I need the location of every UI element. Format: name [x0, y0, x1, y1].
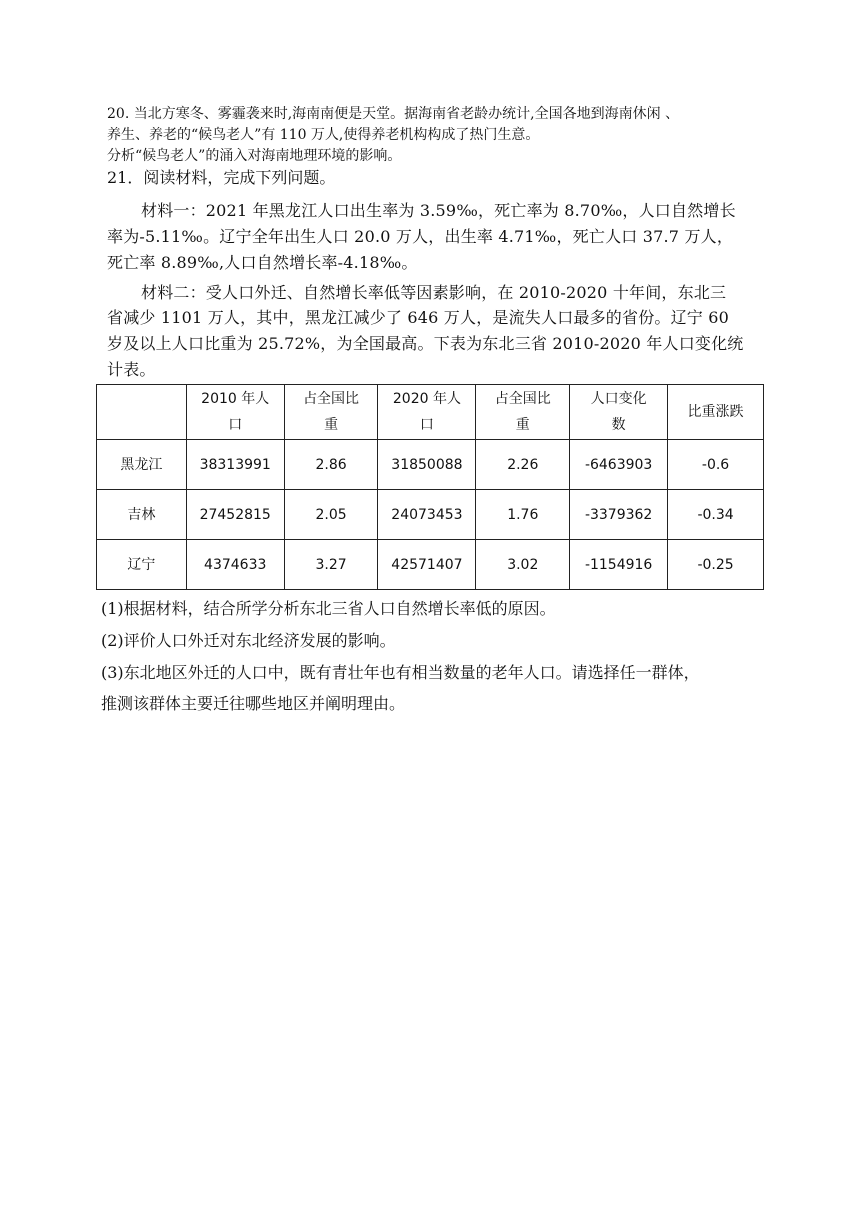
header-cell: 占全国比 重 — [284, 385, 378, 440]
header-cell: 2010 年人 口 — [186, 385, 284, 440]
table-row — [97, 440, 764, 490]
table-cell: 2.26 — [476, 440, 570, 490]
header-cell: 占全国比 重 — [476, 385, 570, 440]
table-cell: 2.05 — [284, 490, 378, 540]
header-cell-empty — [97, 385, 187, 440]
material-1-line-3: 死亡率 8.89‰,人口自然增长率-4.18‰。 — [107, 253, 418, 272]
sub-question-2: (2)评价人口外迁对东北经济发展的影响。 — [101, 631, 396, 650]
table-cell: -0.6 — [668, 440, 764, 490]
table-cell: -6463903 — [570, 440, 668, 490]
table-cell: 3.02 — [476, 540, 570, 590]
table-row — [97, 490, 764, 540]
material-1-line-1: 材料一：2021 年黑龙江人口出生率为 3.59‰，死亡率为 8.70‰，人口自然增长 — [141, 201, 736, 220]
table-cell: 42571407 — [378, 540, 476, 590]
row-label: 辽宁 — [97, 540, 187, 590]
q20-line-3: 分析“候鸟老人”的涌入对海南地理环境的影响。 — [107, 148, 402, 164]
table-cell: 24073453 — [378, 490, 476, 540]
table-row — [97, 540, 764, 590]
table-cell: 27452815 — [186, 490, 284, 540]
material-2-line-3: 岁及以上人口比重为 25.72%，为全国最高。下表为东北三省 2010-2020 年人口变化统 — [107, 334, 744, 353]
table-cell: 4374633 — [186, 540, 284, 590]
table-header-row — [97, 385, 764, 440]
table-cell: -0.25 — [668, 540, 764, 590]
q21-heading: 21．阅读材料，完成下列问题。 — [107, 168, 336, 187]
sub-question-3-line-2: 推测该群体主要迁往哪些地区并阐明理由。 — [101, 694, 406, 713]
header-cell: 比重涨跌 — [668, 385, 764, 440]
population-table — [96, 384, 764, 590]
q20-line-1: 20. 当北方寒冬、雾霾袭来时,海南南便是天堂。据海南省老龄办统计,全国各地到海南休闲 、 — [107, 106, 680, 122]
header-cell: 人口变化 数 — [570, 385, 668, 440]
table-cell: 31850088 — [378, 440, 476, 490]
table-cell: 38313991 — [186, 440, 284, 490]
row-label: 黑龙江 — [97, 440, 187, 490]
row-label: 吉林 — [97, 490, 187, 540]
sub-question-3-line-1: (3)东北地区外迁的人口中，既有青壮年也有相当数量的老年人口。请选择任一群体， — [101, 663, 700, 682]
material-2-line-2: 省减少 1101 万人，其中，黑龙江减少了 646 万人，是流失人口最多的省份。辽宁 60 — [107, 308, 730, 327]
q20-line-2: 养生、养老的“候鸟老人”有 110 万人,使得养老机构构成了热门生意。 — [107, 127, 540, 143]
table-cell: -1154916 — [570, 540, 668, 590]
material-2-line-1: 材料二：受人口外迁、自然增长率低等因素影响，在 2010-2020 十年间，东北三 — [141, 283, 727, 302]
table-cell: 2.86 — [284, 440, 378, 490]
table-cell: -3379362 — [570, 490, 668, 540]
material-2-line-4: 计表。 — [107, 360, 156, 379]
header-cell: 2020 年人 口 — [378, 385, 476, 440]
table-cell: -0.34 — [668, 490, 764, 540]
table-cell: 3.27 — [284, 540, 378, 590]
table-cell: 1.76 — [476, 490, 570, 540]
sub-question-1: (1)根据材料，结合所学分析东北三省人口自然增长率低的原因。 — [101, 599, 556, 618]
material-1-line-2: 率为-5.11‰。辽宁全年出生人口 20.0 万人，出生率 4.71‰，死亡人口 37.7 万人， — [107, 227, 734, 246]
